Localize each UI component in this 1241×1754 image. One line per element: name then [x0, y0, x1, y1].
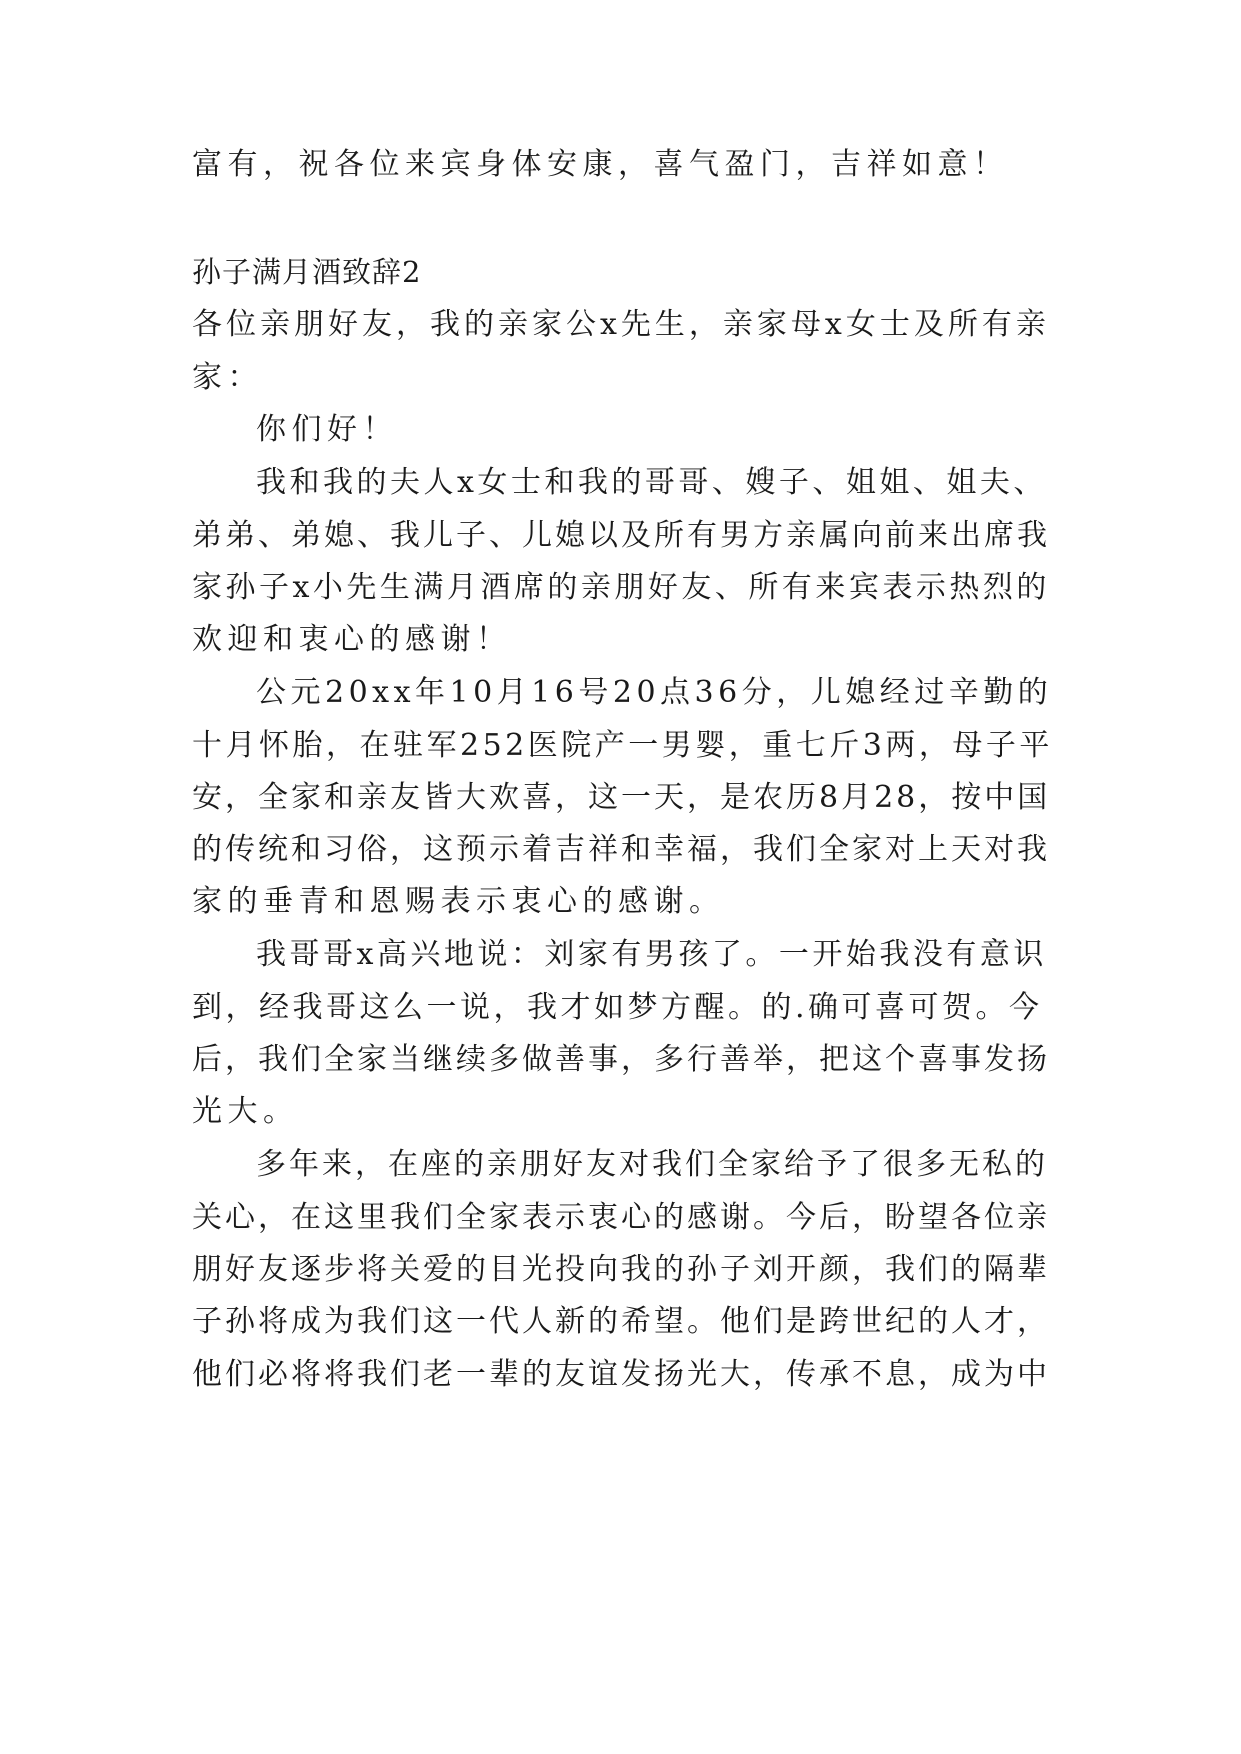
text-line: 朋好友逐步将关爱的目光投向我的孙子刘开颜，我们的隔辈 — [192, 1252, 1050, 1287]
text-line: 他们必将将我们老一辈的友谊发扬光大，传承不息，成为中 — [192, 1357, 1050, 1392]
text-line: 公元20xx年10月16号20点36分，儿媳经过辛勤的 — [256, 675, 1053, 710]
text-line: 到，经我哥这么一说，我才如梦方醒。的.确可喜可贺。今 — [192, 990, 1043, 1025]
text-line: 富有，祝各位来宾身体安康，喜气盈门，吉祥如意！ — [192, 147, 1009, 182]
text-line: 家的垂青和恩赐表示衷心的感谢。 — [192, 884, 725, 919]
text-line: 我哥哥x高兴地说：刘家有男孩了。一开始我没有意识 — [256, 937, 1047, 972]
text-line: 家： — [192, 360, 263, 395]
text-line: 我和我的夫人x女士和我的哥哥、嫂子、姐姐、姐夫、 — [256, 465, 1047, 500]
text-line: 子孙将成为我们这一代人新的希望。他们是跨世纪的人才， — [192, 1304, 1050, 1339]
text-line: 弟弟、弟媳、我儿子、儿媳以及所有男方亲属向前来出席我 — [192, 518, 1050, 553]
text-line: 安，全家和亲友皆大欢喜，这一天，是农历8月28，按中国 — [192, 780, 1051, 815]
text-line: 多年来，在座的亲朋好友对我们全家给予了很多无私的 — [256, 1147, 1048, 1182]
text-line: 的传统和习俗，这预示着吉祥和幸福，我们全家对上天对我 — [192, 832, 1050, 867]
text-line: 后，我们全家当继续多做善事，多行善举，把这个喜事发扬 — [192, 1042, 1050, 1077]
document-page — [192, 0, 1054, 1754]
text-line: 你们好！ — [256, 412, 398, 447]
section-title: 孙子满月酒致辞2 — [192, 255, 422, 289]
text-line: 家孙子x小先生满月酒席的亲朋好友、所有来宾表示热烈的 — [192, 570, 1050, 605]
text-line: 各位亲朋好友，我的亲家公x先生，亲家母x女士及所有亲 — [192, 307, 1050, 342]
text-line: 十月怀胎，在驻军252医院产一男婴，重七斤3两，母子平 — [192, 728, 1053, 763]
text-line: 光大。 — [192, 1094, 299, 1129]
text-line: 关心，在这里我们全家表示衷心的感谢。今后，盼望各位亲 — [192, 1200, 1050, 1235]
text-line: 欢迎和衷心的感谢！ — [192, 622, 512, 657]
